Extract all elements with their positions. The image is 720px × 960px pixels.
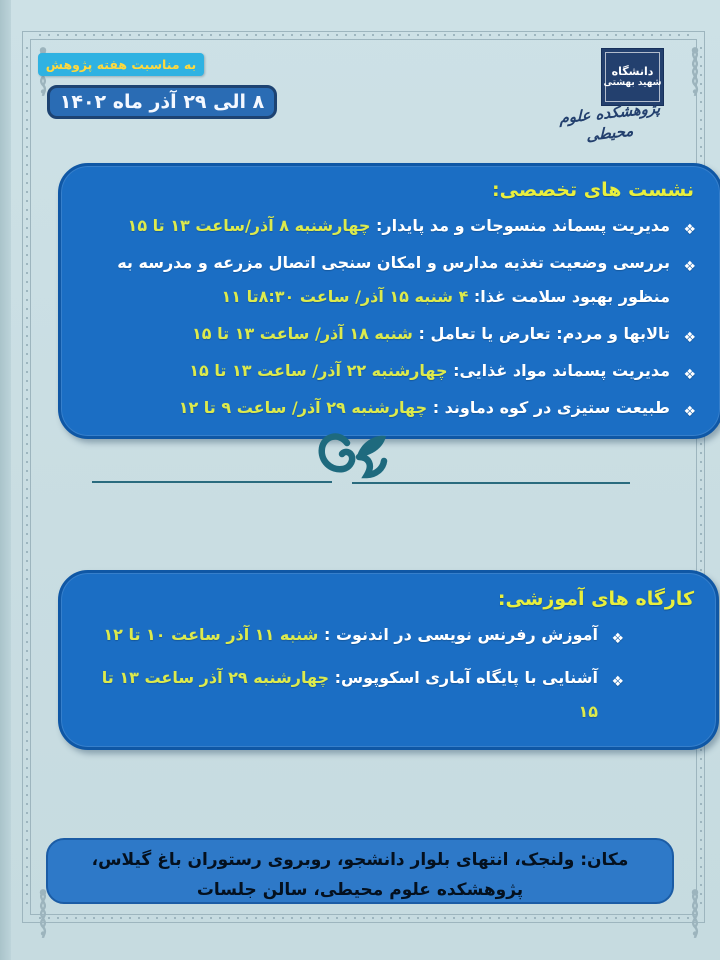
session-item bbox=[83, 246, 698, 314]
page-edge-shading bbox=[0, 0, 11, 960]
session-item-time: چهارشنبه ۸ آذر/ساعت ۱۳ تا ۱۵ bbox=[127, 216, 371, 236]
session-item-time: شنبه ۱۸ آذر/ ساعت ۱۳ تا ۱۵ bbox=[192, 324, 413, 344]
four-diamonds-icon: ❖ bbox=[683, 222, 696, 239]
workshop-item-text: آشنایی با پایگاه آماری اسکوپوس: bbox=[329, 668, 598, 688]
workshops-heading: کارگاه های آموزشی: bbox=[497, 588, 694, 610]
date-range-banner: ۸ الی ۲۹ آذر ماه ۱۴۰۲ bbox=[47, 85, 277, 119]
workshops-panel bbox=[58, 570, 719, 750]
four-diamonds-icon: ❖ bbox=[611, 631, 624, 648]
session-item-text: تالابها و مردم: تعارض یا تعامل : bbox=[412, 324, 670, 344]
corner-knot-icon bbox=[682, 46, 708, 98]
workshop-item bbox=[83, 661, 626, 729]
session-item-time: چهارشنبه ۲۹ آذر/ ساعت ۹ تا ۱۲ bbox=[178, 397, 428, 417]
four-diamonds-icon: ❖ bbox=[683, 259, 696, 276]
corner-knot-icon bbox=[682, 888, 708, 940]
four-diamonds-icon: ❖ bbox=[683, 367, 696, 384]
leaf-flourish-icon bbox=[316, 430, 390, 482]
location-bar: مکان: ولنجک، انتهای بلوار دانشجو، روبروی رستوران باغ گیلاس، پژوهشکده علوم محیطی، سالن جلسات bbox=[46, 838, 674, 904]
chain-border-bottom bbox=[36, 915, 692, 921]
logo-university-name: دانشگاه bbox=[611, 64, 654, 78]
divider-line bbox=[352, 482, 630, 484]
session-item-text: مدیریت پسماند مواد غذایی: bbox=[447, 361, 670, 381]
session-item bbox=[83, 354, 698, 388]
session-item-text: بررسی وضعیت تغذیه مدارس و امکان سنجی اتصال مزرعه و مدرسه به منظور بهبود سلامت غذا: bbox=[117, 253, 670, 307]
workshop-item-text: آموزش رفرنس نویسی در اندنوت : bbox=[318, 625, 598, 645]
occasion-badge: به مناسبت هفته پژوهش bbox=[38, 53, 204, 76]
session-item-text: طبیعت ستیزی در کوه دماوند : bbox=[427, 397, 670, 417]
logo-university-name2: شهید بهشتی bbox=[603, 77, 662, 88]
chain-border-left bbox=[24, 44, 30, 910]
session-item bbox=[83, 391, 698, 425]
four-diamonds-icon: ❖ bbox=[683, 403, 696, 420]
workshop-item bbox=[83, 618, 626, 652]
session-item-time: ۴ شنبه ۱۵ آذر/ ساعت ۸:۳۰تا ۱۱ bbox=[221, 287, 469, 307]
four-diamonds-icon: ❖ bbox=[611, 674, 624, 691]
chain-border-top bbox=[36, 32, 692, 38]
four-diamonds-icon: ❖ bbox=[683, 330, 696, 347]
sessions-panel bbox=[58, 163, 720, 439]
session-item-text: مدیریت پسماند منسوجات و مد پایدار: bbox=[370, 216, 670, 236]
sessions-heading: نشست های تخصصی: bbox=[492, 179, 694, 201]
session-item bbox=[83, 209, 698, 243]
divider-line bbox=[92, 481, 332, 483]
workshop-item-time: شنبه ۱۱ آذر ساعت ۱۰ تا ۱۲ bbox=[103, 625, 319, 645]
workshop-item-time: چهارشنبه ۲۹ آذر ساعت ۱۳ تا ۱۵ bbox=[101, 668, 598, 722]
session-item-time: چهارشنبه ۲۲ آذر/ ساعت ۱۳ تا ۱۵ bbox=[189, 361, 448, 381]
session-item bbox=[83, 317, 698, 351]
university-logo bbox=[601, 48, 664, 106]
institute-calligraphy: پژوهشکده علوم محیطی bbox=[559, 98, 661, 145]
